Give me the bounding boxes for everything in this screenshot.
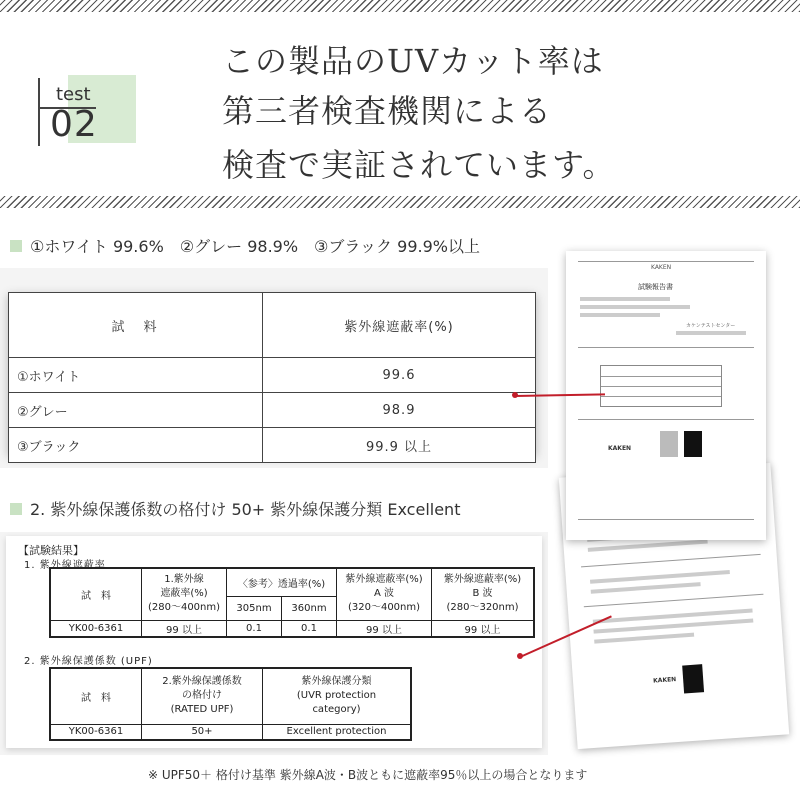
- badge-label: test: [56, 84, 91, 105]
- report-mini-table: [600, 365, 722, 407]
- report1-tag: KAKEN: [608, 445, 632, 452]
- cell-rate: 99.6: [263, 358, 536, 393]
- header-sample: 試 料: [9, 293, 263, 358]
- t3-cell-upf: 50+: [142, 724, 263, 740]
- section1-heading-text: ①ホワイト 99.6% ②グレー 98.9% ③ブラック 99.9%以上: [30, 237, 480, 256]
- result-subtitle-1: 1. 紫外線遮蔽率: [24, 560, 106, 571]
- section1-heading: [10, 234, 480, 257]
- hatched-divider-bottom: [0, 196, 800, 208]
- test-result-excerpt: [6, 536, 542, 748]
- table-row: [50, 724, 411, 740]
- t2-header-305: 305nm: [227, 596, 282, 620]
- cell-sample: ③ブラック: [9, 428, 263, 463]
- table-row: [9, 393, 536, 428]
- t2-cell-b: 99 以上: [432, 620, 535, 637]
- t2-header-b: 紫外線遮蔽率(%) B 波 (280～320nm): [432, 568, 535, 620]
- uv-rate-table: [8, 292, 536, 463]
- headline-line-2: 第三者検査機関による: [222, 92, 553, 130]
- cell-sample: ①ホワイト: [9, 358, 263, 393]
- section2-heading: [10, 497, 460, 520]
- black-fabric-swatch: [682, 664, 704, 693]
- report-document-page-1: [566, 251, 766, 540]
- table-row: [9, 428, 536, 463]
- result-title: 【試験結果】: [18, 544, 84, 557]
- table-header-row: [9, 293, 536, 358]
- t3-header-sample: 試 料: [50, 668, 142, 724]
- badge-number: 02: [50, 104, 98, 145]
- report-org: KAKEN: [651, 264, 672, 271]
- t3-header-category: 紫外線保護分類 (UVR protection category): [263, 668, 412, 724]
- hatched-divider-top: [0, 0, 800, 12]
- t2-header-ref: 〈参考〉透過率(%): [227, 568, 337, 596]
- t2-header-uv: 1.紫外線 遮蔽率(%) (280～400nm): [142, 568, 227, 620]
- headline-line-1: この製品のUVカット率は: [222, 42, 604, 80]
- cell-rate: 98.9: [263, 393, 536, 428]
- section2-heading-text: 2. 紫外線保護係数の格付け 50+ 紫外線保護分類 Excellent: [30, 500, 461, 519]
- table-row: [9, 358, 536, 393]
- report-title: 試験報告書: [638, 283, 673, 291]
- report-center: カケンテストセンター: [686, 323, 736, 329]
- t3-header-upf: 2.紫外線保護係数 の格付け (RATED UPF): [142, 668, 263, 724]
- t2-cell-a: 99 以上: [337, 620, 432, 637]
- t2-header-a: 紫外線遮蔽率(%) A 波 (320～400nm): [337, 568, 432, 620]
- t2-header-sample: 試 料: [50, 568, 142, 620]
- section-marker-icon: [10, 240, 22, 252]
- t2-cell-sample: YK00-6361: [50, 620, 142, 637]
- t3-cell-sample: YK00-6361: [50, 724, 142, 740]
- upf-table: [49, 667, 412, 741]
- t2-cell-360: 0.1: [282, 620, 337, 637]
- uv-detail-table: [49, 567, 535, 638]
- black-fabric-swatch: [684, 431, 702, 457]
- t2-cell-uv: 99 以上: [142, 620, 227, 637]
- report2-tag: KAKEN: [652, 676, 677, 685]
- table-row: [50, 620, 534, 637]
- cell-rate: 99.9 以上: [263, 428, 536, 463]
- cell-sample: ②グレー: [9, 393, 263, 428]
- header-rate: 紫外線遮蔽率(%): [263, 293, 536, 358]
- t3-cell-category: Excellent protection: [263, 724, 412, 740]
- t2-header-360: 360nm: [282, 596, 337, 620]
- result-subtitle-2: 2. 紫外線保護係数 (UPF): [24, 656, 153, 667]
- footnote: ※ UPF50＋ 格付け基準 紫外線A波・B波ともに遮蔽率95％以上の場合となります: [148, 768, 588, 782]
- badge-vertical-line: [38, 78, 40, 146]
- section-marker-icon: [10, 503, 22, 515]
- t2-cell-305: 0.1: [227, 620, 282, 637]
- grey-fabric-swatch: [660, 431, 678, 457]
- headline-line-3: 検査で実証されています。: [222, 146, 616, 184]
